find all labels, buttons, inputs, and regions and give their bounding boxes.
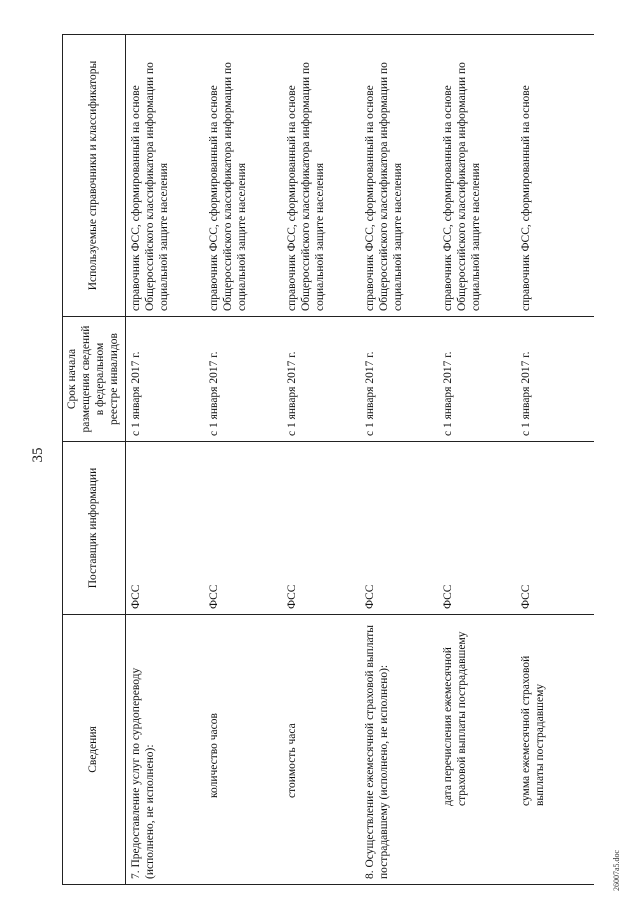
cell-date: с 1 января 2017 г. xyxy=(126,317,205,442)
cell-info: 7. Предоставление услуг по сурдопереводу (исполнено, не исполнено): xyxy=(126,615,205,885)
cell-info: количество часов xyxy=(204,615,282,885)
cell-date: с 1 января 2017 г. xyxy=(282,317,360,442)
cell-provider: ФСС xyxy=(282,442,360,615)
cell-reference: справочник ФСС, сформированный на основе Общероссийского классификатора информации по социальной защите населения xyxy=(438,35,516,317)
cell-date: с 1 января 2017 г. xyxy=(516,317,594,442)
cell-info: сумма ежемесячной страховой выплаты пострадавшему xyxy=(516,615,594,885)
table-row xyxy=(126,35,205,885)
cell-provider: ФСС xyxy=(516,442,594,615)
table-header-row xyxy=(63,35,126,885)
cell-date: с 1 января 2017 г. xyxy=(438,317,516,442)
cell-provider: ФСС xyxy=(204,442,282,615)
cell-info: 8. Осуществление ежемесячной страховой выплаты пострадавшему (исполнено, не исполнено): xyxy=(360,615,438,885)
cell-date: с 1 января 2017 г. xyxy=(360,317,438,442)
cell-reference: справочник ФСС, сформированный на основе Общероссийского классификатора информации по социальной защите населения xyxy=(204,35,282,317)
cell-reference: справочник ФСС, сформированный на основе Общероссийского классификатора информации по социальной защите населения xyxy=(282,35,360,317)
table-row xyxy=(360,35,438,885)
cell-info: стоимость часа xyxy=(282,615,360,885)
table-row xyxy=(282,35,360,885)
cell-provider: ФСС xyxy=(126,442,205,615)
cell-date: с 1 января 2017 г. xyxy=(204,317,282,442)
cell-reference: справочник ФСС, сформированный на основе Общероссийского классификатора информации по социальной защите населения xyxy=(126,35,205,317)
table-row xyxy=(516,35,594,885)
cell-reference: справочник ФСС, сформированный на основе xyxy=(516,35,594,317)
header-provider: Поставщик информации xyxy=(63,442,126,615)
document-file-code: 26007a5.doc xyxy=(612,849,621,891)
table-row xyxy=(438,35,516,885)
header-reference: Используемые справочники и классификаторы xyxy=(63,35,126,317)
cell-provider: ФСС xyxy=(438,442,516,615)
cell-reference: справочник ФСС, сформированный на основе Общероссийского классификатора информации по социальной защите населения xyxy=(360,35,438,317)
registry-table xyxy=(62,34,594,885)
table-row xyxy=(204,35,282,885)
page-number: 35 xyxy=(30,447,46,463)
cell-provider: ФСС xyxy=(360,442,438,615)
header-info: Сведения xyxy=(63,615,126,885)
header-start-date: Срок начала размещения сведений в федеральном реестре инвалидов xyxy=(63,317,126,442)
cell-info: дата перечисления ежемесячной страховой выплаты пострадавшему xyxy=(438,615,516,885)
